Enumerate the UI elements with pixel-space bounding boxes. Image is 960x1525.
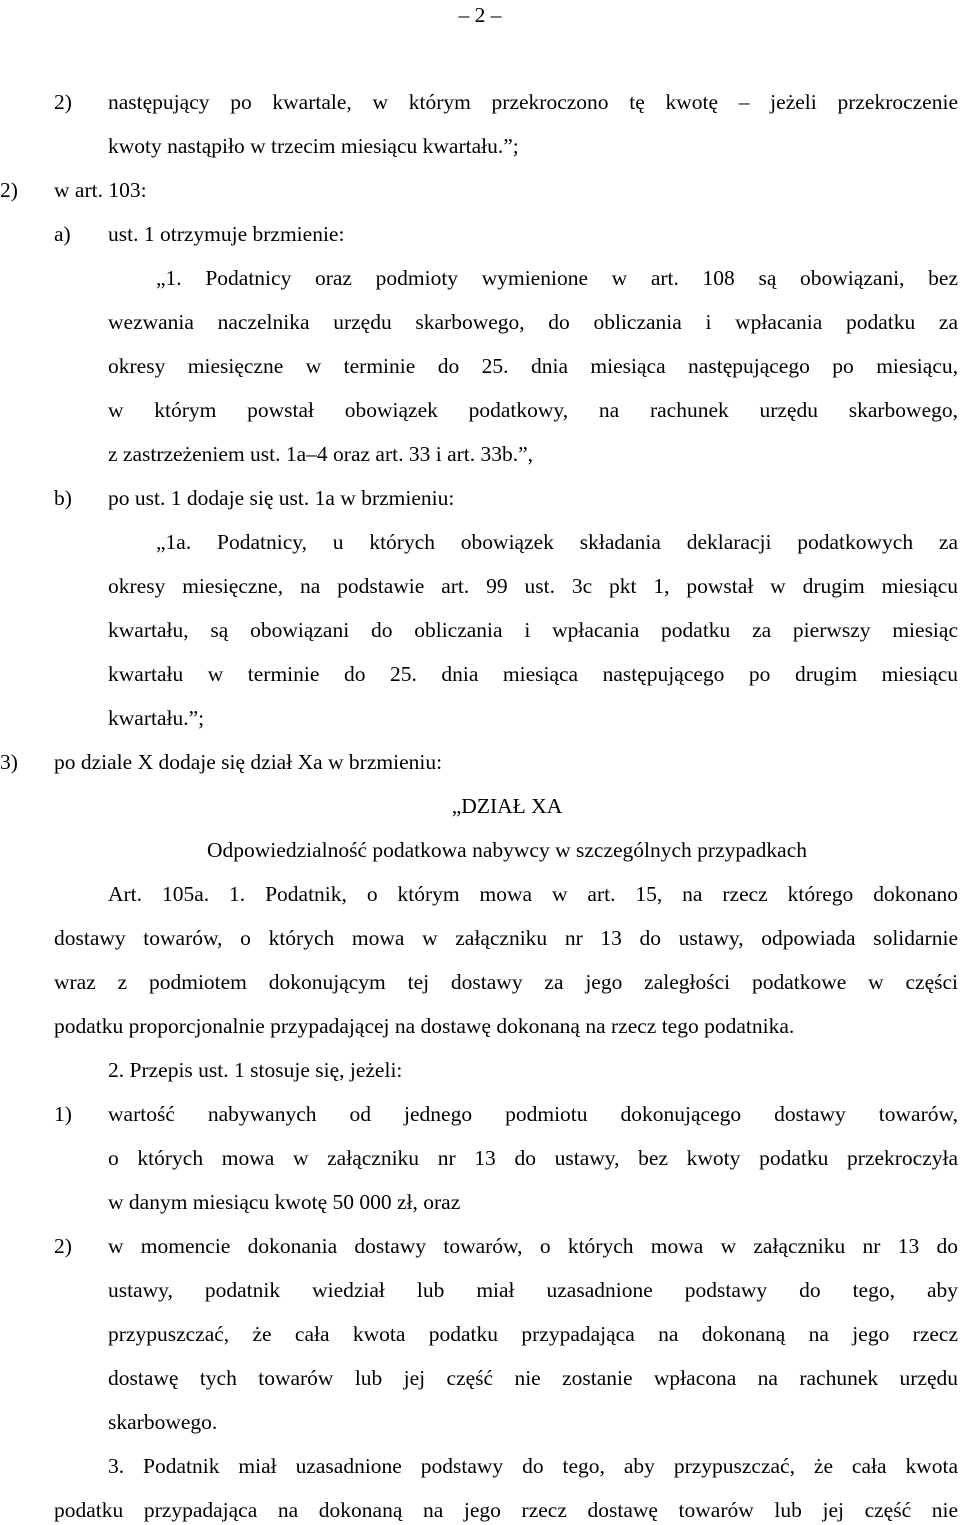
text-line: dostawy towarów, o których mowa w załączniku nr 13 do ustawy, odpowiada solidarnie (54, 926, 958, 950)
text-line: wraz z podmiotem dokonującym tej dostawy za jego zaległości podatkowe w części (54, 970, 958, 994)
text-line: po ust. 1 dodaje się ust. 1a w brzmieniu: (108, 486, 455, 510)
text-line: wartość nabywanych od jednego podmiotu dokonującego dostawy towarów, (108, 1102, 958, 1126)
text-line: w art. 103: (54, 178, 147, 202)
list-marker: 2) (0, 178, 18, 202)
text-line: ust. 1 otrzymuje brzmienie: (108, 222, 345, 246)
text-line: ustawy, podatnik wiedział lub miał uzasadnione podstawy do tego, aby (108, 1278, 958, 1302)
text-line: następujący po kwartale, w którym przekroczono tę kwotę – jeżeli przekroczenie (108, 90, 958, 114)
text-line: podatku proporcjonalnie przypadającej na dostawę dokonaną na rzecz tego podatnika. (54, 1014, 795, 1038)
text-line: kwartału.”; (108, 706, 205, 730)
text-line: kwartału w terminie do 25. dnia miesiąca następującego po drugim miesiącu (108, 662, 958, 686)
page-number: – 2 – (458, 3, 502, 27)
section-subheading: Odpowiedzialność podatkowa nabywcy w szczególnych przypadkach (207, 838, 807, 862)
text-line: o których mowa w załączniku nr 13 do ustawy, bez kwoty podatku przekroczyła (108, 1146, 958, 1170)
section-heading: „DZIAŁ XA (451, 794, 563, 818)
list-marker: 3) (0, 750, 18, 774)
text-line: w którym powstał obowiązek podatkowy, na rachunek urzędu skarbowego, (108, 398, 958, 422)
text-line: „1a. Podatnicy, u których obowiązek składania deklaracji podatkowych za (156, 530, 958, 554)
text-line: w momencie dokonania dostawy towarów, o których mowa w załączniku nr 13 do (108, 1234, 958, 1258)
text-line: 2. Przepis ust. 1 stosuje się, jeżeli: (108, 1058, 403, 1082)
text-line: 3. Podatnik miał uzasadnione podstawy do tego, aby przypuszczać, że cała kwota (108, 1454, 958, 1478)
text-line: po dziale X dodaje się dział Xa w brzmieniu: (54, 750, 443, 774)
text-line: „1. Podatnicy oraz podmioty wymienione w art. 108 są obowiązani, bez (156, 266, 958, 290)
text-line: z zastrzeżeniem ust. 1a–4 oraz art. 33 i art. 33b.”, (108, 442, 534, 466)
text-line: Art. 105a. 1. Podatnik, o którym mowa w art. 15, na rzecz którego dokonano (108, 882, 958, 906)
list-marker: 1) (54, 1102, 72, 1126)
text-line: kwoty nastąpiło w trzecim miesiącu kwartału.”; (108, 134, 519, 158)
list-marker: 2) (54, 1234, 72, 1258)
text-line: skarbowego. (108, 1410, 218, 1434)
list-marker: 2) (54, 90, 72, 114)
text-line: wezwania naczelnika urzędu skarbowego, do obliczania i wpłacania podatku za (108, 310, 958, 334)
text-line: w danym miesiącu kwotę 50 000 zł, oraz (108, 1190, 461, 1214)
text-line: dostawę tych towarów lub jej część nie zostanie wpłacona na rachunek urzędu (108, 1366, 958, 1390)
text-line: okresy miesięczne w terminie do 25. dnia miesiąca następującego po miesiącu, (108, 354, 958, 378)
text-line: podatku przypadająca na dokonaną na jego rzecz dostawę towarów lub jej część nie (54, 1498, 958, 1522)
list-marker: a) (54, 222, 71, 246)
text-line: kwartału, są obowiązani do obliczania i wpłacania podatku za pierwszy miesiąc (108, 618, 958, 642)
list-marker: b) (54, 486, 72, 510)
text-line: przypuszczać, że cała kwota podatku przypadająca na dokonaną na jego rzecz (108, 1322, 958, 1346)
text-line: okresy miesięczne, na podstawie art. 99 ust. 3c pkt 1, powstał w drugim miesiącu (108, 574, 958, 598)
